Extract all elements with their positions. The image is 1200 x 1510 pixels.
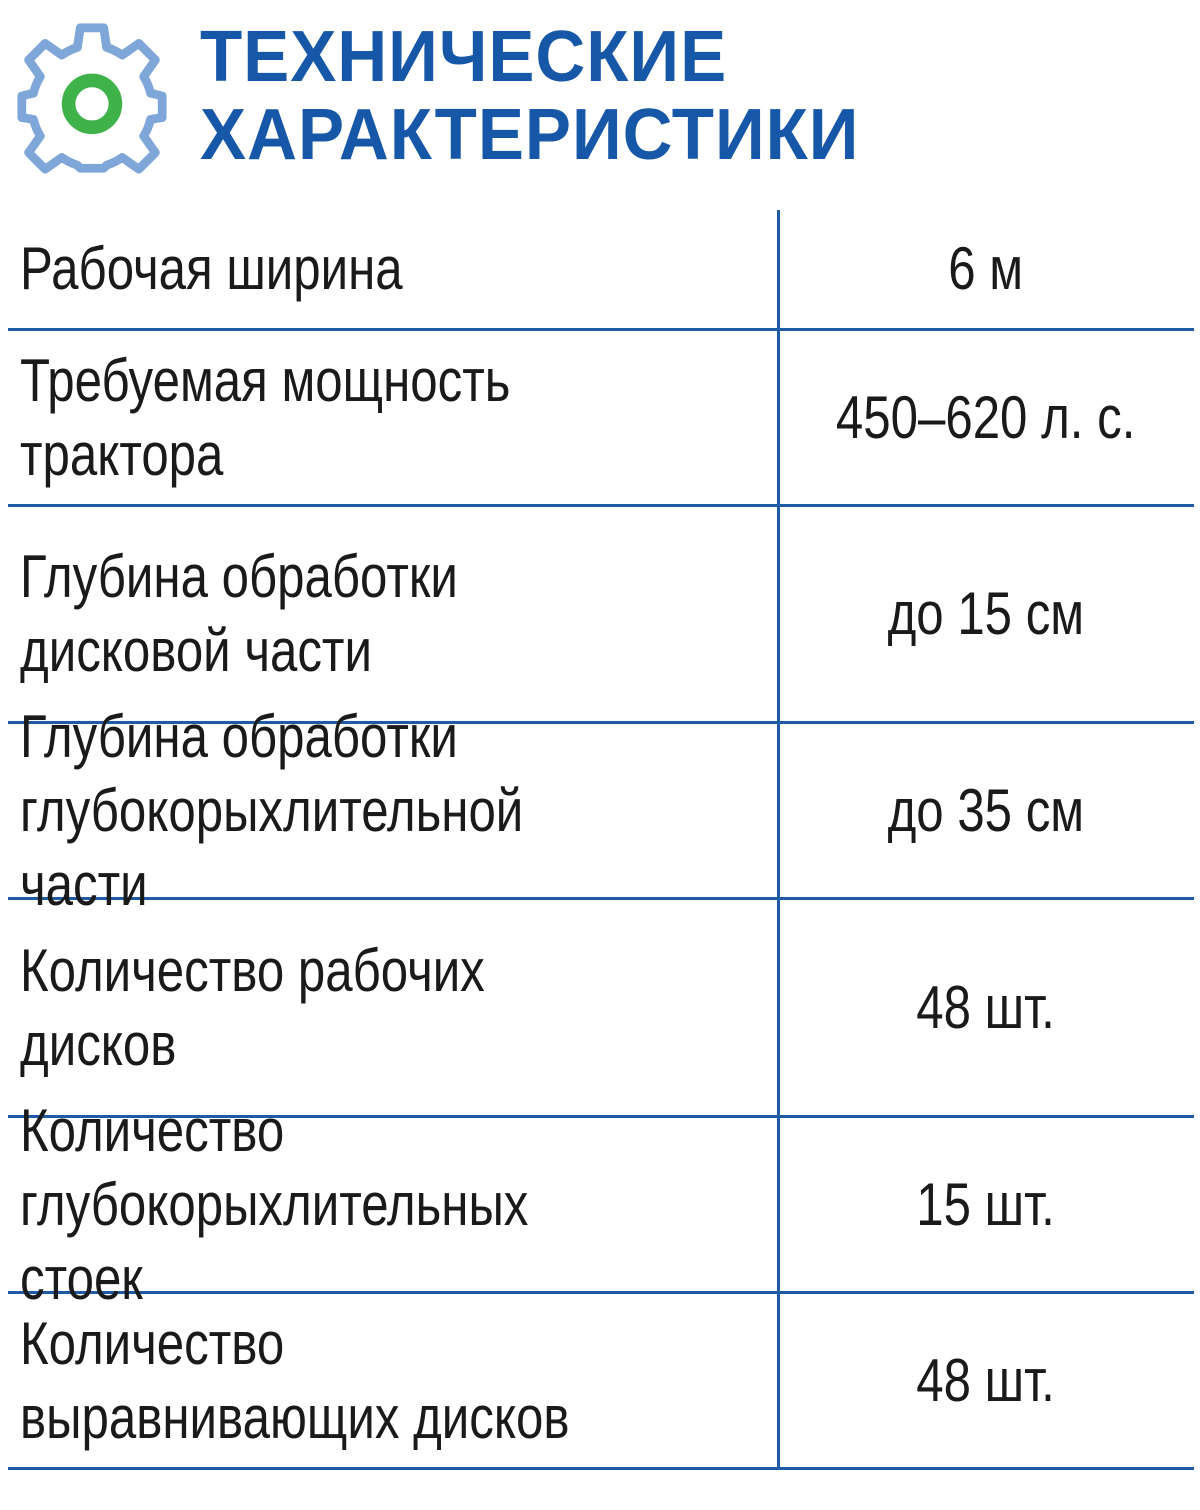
- spec-value: до 15 см: [887, 580, 1085, 647]
- spec-label: Количество рабочих дисков: [20, 936, 485, 1078]
- header: [0, 0, 1200, 200]
- spec-row-working-width: [8, 210, 1194, 331]
- spec-row-subsoiler-shanks: [8, 1096, 1194, 1312]
- title-line-2: ХАРАКТЕРИСТИКИ: [200, 95, 860, 175]
- spec-label: Требуемая мощность трактора: [20, 346, 511, 488]
- spec-label: Глубина обработки глубокорыхлительной части: [20, 702, 524, 918]
- spec-label: Рабочая ширина: [20, 235, 403, 302]
- spec-value: 6 м: [948, 235, 1024, 302]
- spec-row-disc-depth: [8, 507, 1194, 724]
- spec-row-leveling-discs: [8, 1294, 1194, 1470]
- spec-value: до 35 см: [887, 776, 1085, 844]
- spec-table: [0, 210, 1200, 1470]
- spec-label: Количество выравнивающих дисков: [20, 1309, 570, 1451]
- spec-row-tractor-power: [8, 331, 1194, 507]
- gear-icon: [14, 20, 170, 176]
- spec-value: 15 шт.: [916, 1170, 1056, 1238]
- spec-value: 48 шт.: [916, 973, 1056, 1041]
- spec-row-working-discs: [8, 900, 1194, 1118]
- spec-row-subsoiler-depth: [8, 702, 1194, 918]
- page-title: [200, 18, 859, 174]
- title-line-1: ТЕХНИЧЕСКИЕ: [200, 17, 728, 97]
- spec-label: Глубина обработки дисковой части: [20, 543, 458, 684]
- spec-value: 450–620 л. с.: [836, 383, 1136, 451]
- spec-value: 48 шт.: [916, 1346, 1056, 1414]
- spec-label: Количество глубокорыхлительных стоек: [20, 1096, 529, 1312]
